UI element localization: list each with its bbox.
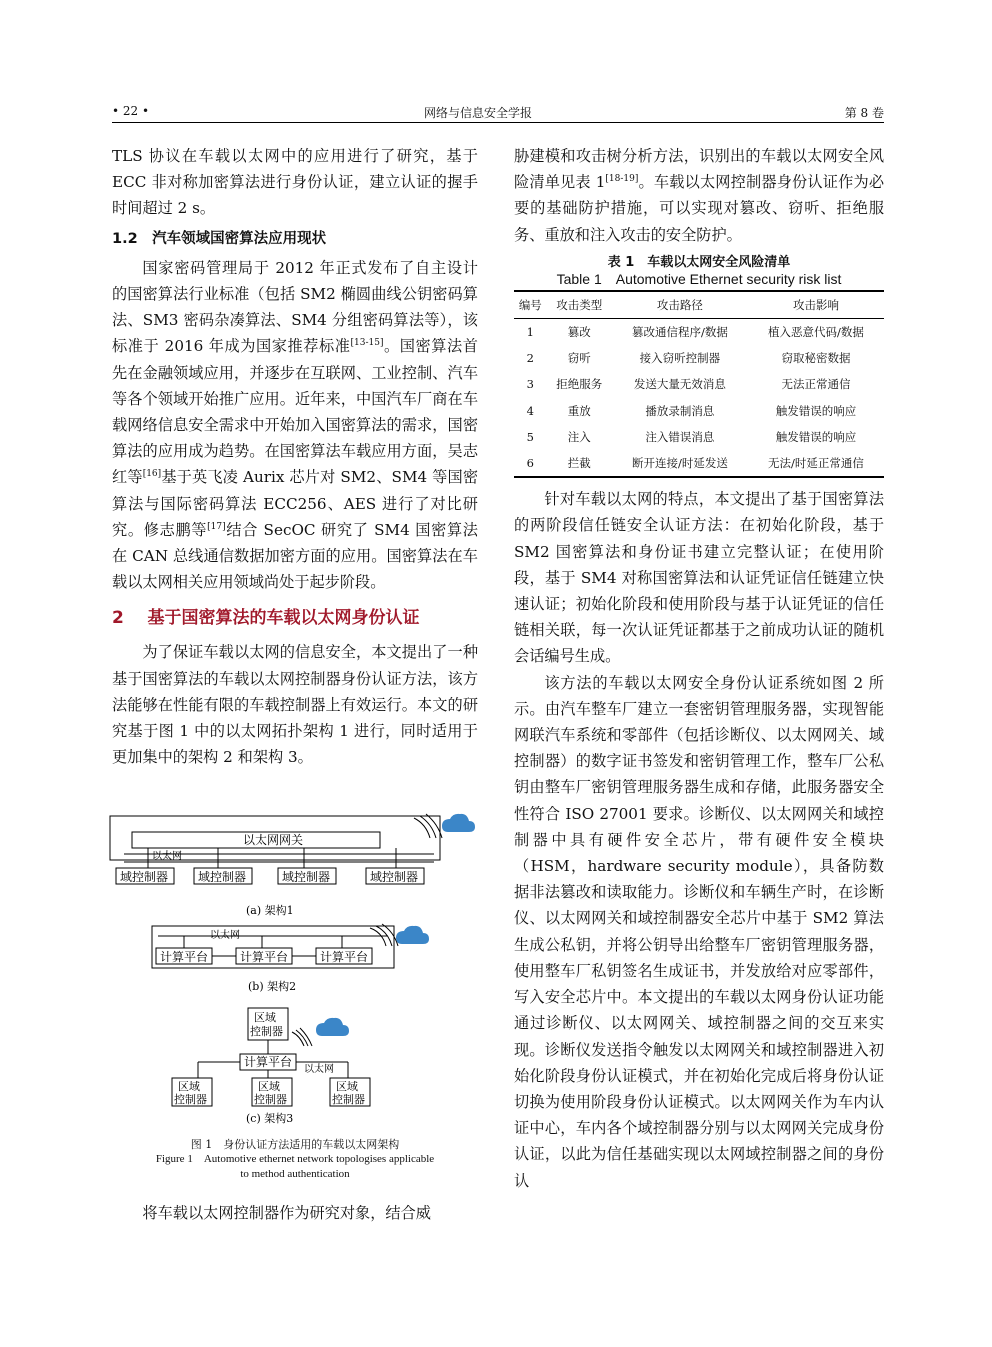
table-cell: 3 [526, 377, 534, 392]
table-cell: 触发错误的响应 [775, 429, 857, 444]
volume-number: 第 8 卷 [844, 106, 884, 120]
table-cell: 植入恶意代码/数据 [768, 325, 864, 340]
table-header: 攻击路径 [656, 297, 703, 312]
zone-controller-label: 控制器 [174, 1093, 207, 1106]
zone-controller-label: 区域 [254, 1011, 276, 1024]
citation: [13-15] [350, 338, 384, 349]
table-1-caption [514, 254, 884, 288]
table-cell: 4 [526, 403, 534, 418]
paragraph: 该方法的车载以太网安全身份认证系统如图 2 所示。由汽车整车厂建立一套密钥管理服务器，实现智能网联汽车系统和零部件（包括诊断仪、以太网网关、域控制器）的数字证书签发和密钥管理工作，整车厂公私钥由整车厂密钥管理服务器生成和存储，此服务器安全性符合 ISO 27001 要求。诊断仪、以太网网关和域控制器中具有硬件安全芯片，带有硬件安全模块（HSM，hardware security module），具备防数据非法篡改和读取能力。诊断仪和车辆生产时，在诊断仪、以太网网关和域控制器安全芯片中基于 SM2 算法生成公私钥，并将公钥导出给整车厂密钥管理服务器，使用整车厂私钥签名生成证书，并发放给对应零部件，写入安全芯片中。本文提出的车载以太网身份认证功能通过诊断仪、以太网网关、域控制器之间的交互来实现。诊断仪发送指令触发以太网网关和域控制器进入初始化阶段身份认证模式，并在初始化完成后将身份认证切换为使用阶段身份认证模式。以太网网关作为车内认证中心，车内各个域控制器分别与以太网网关完成身份认证，以此为信任基础实现以太网域控制器之间的身份认 [514, 673, 884, 1190]
zone-controller-label: 区域 [178, 1080, 200, 1093]
ethernet-label: 以太网 [152, 851, 182, 862]
table-cell: 篡改 [567, 325, 591, 340]
section-heading-2 [112, 605, 478, 631]
section-number: 1.2 [112, 230, 138, 247]
ethernet-label: 以太网 [210, 930, 240, 941]
citation: [18-19] [605, 174, 639, 185]
table-cell: 窃听 [567, 351, 591, 366]
table-header: 攻击影响 [792, 297, 839, 312]
table-cell: 拒绝服务 [556, 377, 603, 392]
table-cell: 注入 [567, 429, 591, 444]
subfigure-c-caption: (c) 架构3 [246, 1112, 294, 1125]
table-row [514, 319, 884, 346]
table-header: 编号 [518, 297, 542, 312]
table-cell: 接入窃听控制器 [639, 351, 721, 366]
subfigure-a-caption: (a) 架构1 [246, 904, 294, 917]
gateway-label: 以太网网关 [243, 833, 304, 847]
table-caption-en: Table 1 Automotive Ethernet security risk list [556, 270, 842, 287]
compute-platform-label: 计算平台 [240, 950, 289, 964]
section-heading-1-2 [112, 225, 478, 252]
domain-controller-label: 域控制器 [120, 870, 169, 884]
cloud-icon [316, 1018, 349, 1036]
compute-platform-label: 计算平台 [244, 1055, 293, 1069]
domain-controller-label: 域控制器 [370, 870, 419, 884]
table-row [514, 371, 884, 397]
table-cell: 6 [526, 456, 534, 471]
journal-name: 网络与信息安全学报 [424, 106, 533, 120]
paragraph: 国家密码管理局于 2012 年正式发布了自主设计的国密算法行业标准（包括 SM2 椭圆曲线公钥密码算法、SM3 密码杂凑算法、SM4 分组密码算法等），该标准于 2016 年成为国家推荐标准[13-15]。国密算法首先在金融领域应用，并逐步在互联网、工业控制、汽车等各个领域开始推广应用。近年来，中国汽车厂商在车载网络信息安全需求中开始加入国密算法的需求，国密算法的应用成为趋势。在国密算法车载应用方面，吴志红等[16]基于英飞凌 Aurix 芯片对 SM2、SM4 等国密算法与国际密码算法 ECC256、AES 进行了对比研究。修志鹏等[17]结合 SecOC 研究了 SM4 国密算法在 CAN 总线通信数据加密方面的应用。国密算法在车载以太网相关应用领域尚处于起步阶段。 [112, 258, 479, 592]
compute-platform-label: 计算平台 [160, 950, 209, 964]
figure-caption-en: Figure 1 Automotive ethernet network topologises applicable [155, 1153, 435, 1165]
domain-controller-label: 域控制器 [282, 870, 331, 884]
figure-1-caption [112, 1137, 478, 1182]
ethernet-label: 以太网 [304, 1064, 334, 1075]
table-cell: 窃取秘密数据 [781, 351, 851, 366]
paragraph: 将车载以太网控制器作为研究对象，结合威 [142, 1204, 431, 1222]
table-row [514, 450, 884, 477]
section-title: 汽车领域国密算法应用现状 [152, 230, 327, 247]
right-column [514, 143, 884, 1194]
table-row [514, 345, 884, 371]
zone-controller-label: 控制器 [250, 1025, 283, 1038]
table-cell: 重放 [567, 403, 591, 418]
section-number: 2 [112, 608, 124, 629]
cloud-icon [396, 926, 429, 944]
table-cell: 发送大量无效消息 [633, 377, 726, 392]
zone-controller-label: 区域 [258, 1080, 280, 1093]
table-cell: 注入错误消息 [645, 429, 715, 444]
table-caption-cn: 表 1 车载以太网安全风险清单 [607, 254, 791, 270]
table-cell: 无法正常通信 [781, 377, 851, 392]
compute-platform-label: 计算平台 [320, 950, 369, 964]
table-cell: 2 [526, 351, 534, 366]
table-cell: 无法/时延正常通信 [768, 456, 864, 471]
figure-1-diagram [108, 810, 480, 1190]
table-cell: 5 [526, 429, 534, 444]
page-number: • 22 • [112, 104, 150, 118]
figure-caption-cn: 图 1 身份认证方法适用的车载以太网架构 [190, 1138, 400, 1151]
paragraph: TLS 协议在车载以太网中的应用进行了研究，基于 ECC 非对称加密算法进行身份认证，建立认证的握手时间超过 2 s。 [112, 147, 478, 218]
citation: [17] [207, 521, 226, 532]
table-cell: 篡改通信程序/数据 [631, 325, 728, 340]
zone-controller-label: 区域 [336, 1080, 358, 1093]
table-row [514, 424, 884, 450]
table-row [514, 398, 884, 424]
risk-table [514, 290, 884, 478]
table-header: 攻击类型 [556, 297, 603, 312]
cloud-icon [442, 814, 475, 832]
table-cell: 播放录制消息 [645, 403, 715, 418]
table-header-row [514, 291, 884, 319]
paragraph: 胁建模和攻击树分析方法，识别出的车载以太网安全风险清单见表 1[18-19]。车载以太网控制器身份认证作为必要的基础防护措施，可以实现对篡改、窃听、拒绝服务、重放和注入攻击的安全防护。 [514, 147, 885, 244]
domain-controller-label: 域控制器 [198, 870, 247, 884]
section-title: 基于国密算法的车载以太网身份认证 [147, 608, 420, 629]
left-column [112, 143, 478, 770]
running-header [112, 100, 884, 123]
zone-controller-label: 控制器 [254, 1093, 287, 1106]
table-cell: 拦截 [567, 456, 591, 471]
table-cell: 断开连接/时延发送 [631, 456, 728, 471]
paragraph: 针对车载以太网的特点，本文提出了基于国密算法的两阶段信任链安全认证方法：在初始化阶段，基于 SM2 国密算法和身份证书建立完整认证；在使用阶段，基于 SM4 对称国密算法和认证凭证信任链建立快速认证；初始化阶段和使用阶段与基于认证凭证的信任链相关联，每一次认证凭证都基于之前成功认证的随机会话编号生成。 [514, 490, 884, 666]
paragraph: 为了保证车载以太网的信息安全，本文提出了一种基于国密算法的车载以太网控制器身份认证方法，该方法能够在性能有限的车载控制器上有效运行。本文的研究基于图 1 中的以太网拓扑架构 1 进行，同时适用于更加集中的架构 2 和架构 3。 [112, 643, 478, 767]
table-cell: 1 [526, 325, 534, 340]
zone-controller-label: 控制器 [332, 1093, 365, 1106]
table-cell: 触发错误的响应 [775, 403, 857, 418]
figure-caption-en: to method authentication [240, 1168, 350, 1180]
citation: [16] [142, 469, 162, 480]
subfigure-b-caption: (b) 架构2 [248, 980, 297, 993]
